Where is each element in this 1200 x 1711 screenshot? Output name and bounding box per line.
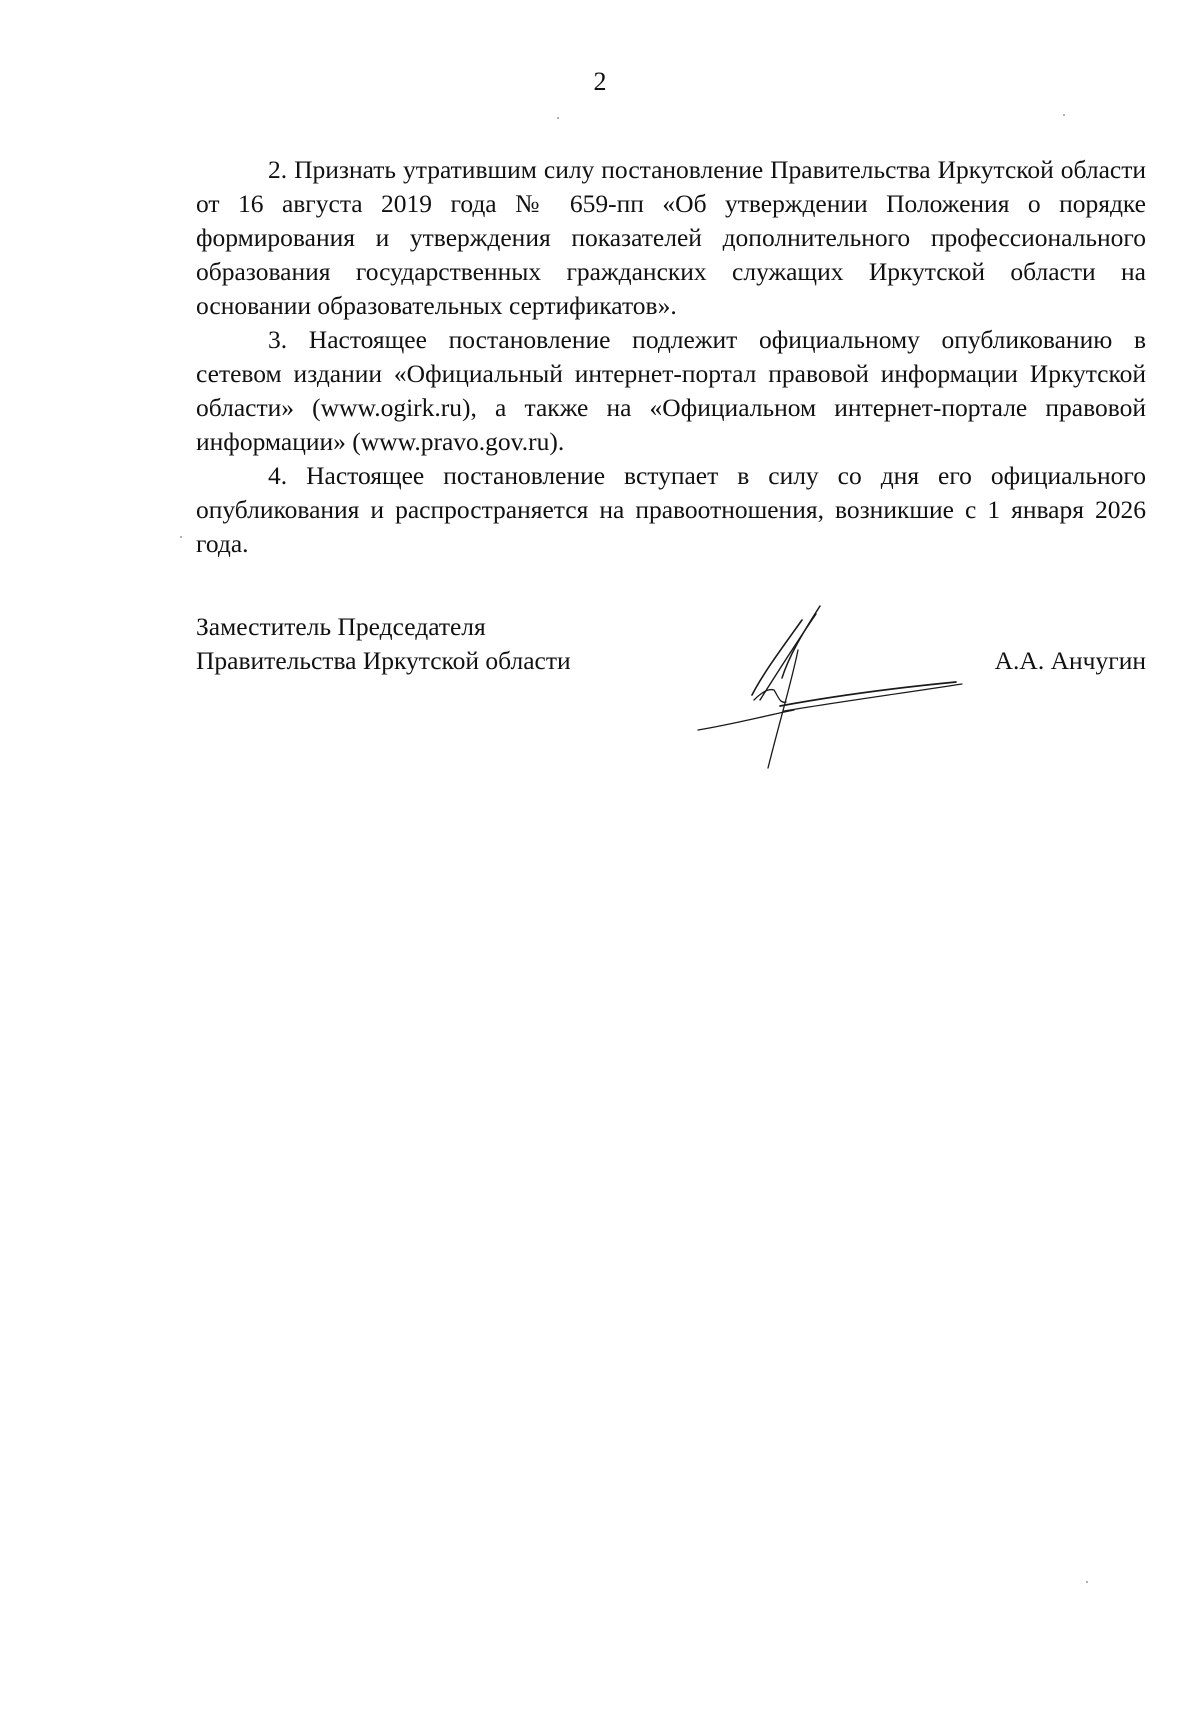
scan-speck (180, 536, 182, 538)
paragraph-4: 4. Настоящее постановление вступает в силу со дня его официального опубликования и распространяется на правоотношения, возникшие с 1 января 2026 года. (196, 461, 1146, 558)
paragraph-3: 3. Настоящее постановление подлежит официальному опубликованию в сетевом издании «Официальный интернет-портал правовой информации Иркутской области» (www.ogirk.ru), а также на «Официальном интернет-портале правовой информации» (www.pravo.gov.ru). (196, 325, 1146, 456)
scan-speck (1086, 1581, 1088, 1583)
handwritten-signature (694, 600, 984, 780)
page-number: 2 (593, 67, 607, 96)
scan-speck (557, 117, 559, 119)
scan-speck (1063, 114, 1065, 116)
signature-block (196, 610, 1146, 760)
signer-title-line-1: Заместитель Председателя (196, 612, 486, 641)
paragraph-2: 2. Признать утратившим силу постановление Правительства Иркутской области от 16 августа 2019 года № 659-пп «Об утверждении Положения о порядке формирования и утверждения показателей дополнительного профессионального образования государственных гражданских служащих Иркутской области на основании образовательных сертификатов». (196, 155, 1146, 320)
signer-title-line-2: Правительства Иркутской области (196, 646, 571, 675)
document-body (196, 153, 1146, 561)
signer-name: А.А. Анчугин (994, 646, 1146, 675)
signer-title (196, 610, 571, 678)
